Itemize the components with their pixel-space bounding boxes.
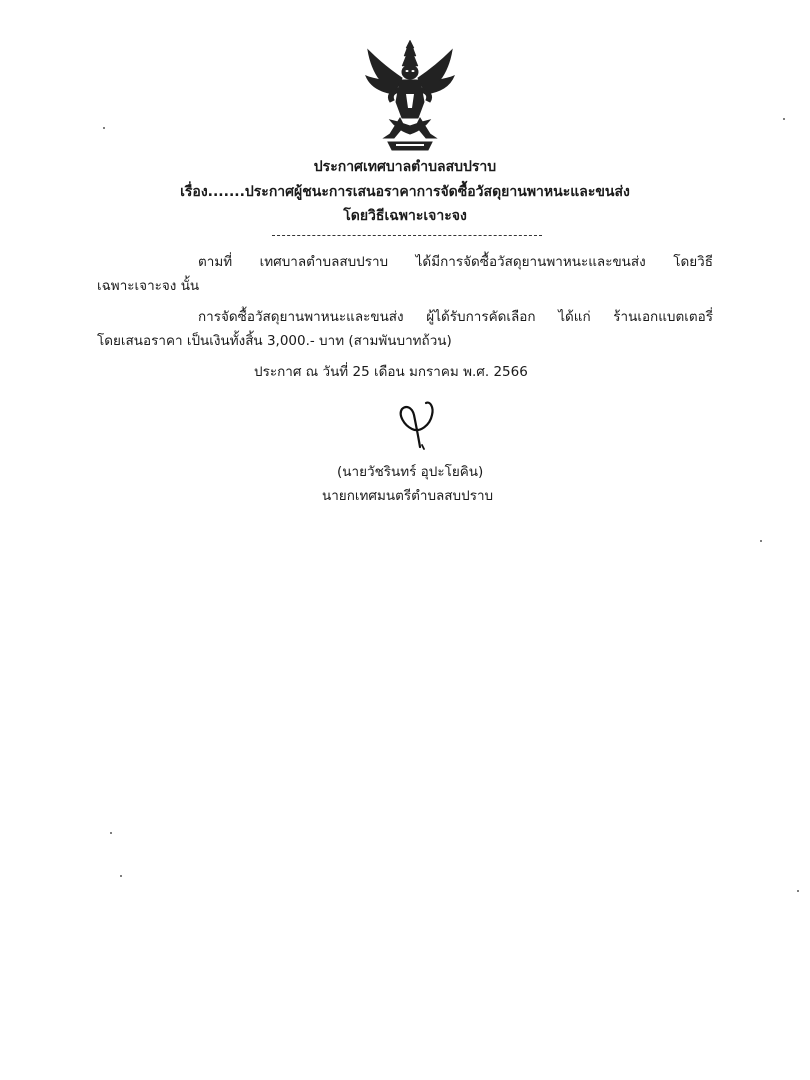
document-subject-continuation: โดยวิธีเฉพาะเจาะจง <box>343 208 467 224</box>
paragraph-1-line-1 <box>198 250 713 272</box>
paragraph-1-word: ได้มีการจัดซื้อวัสดุยานพาหนะและขนส่ง <box>415 254 646 270</box>
paragraph-1-word: โดยวิธี <box>673 254 713 270</box>
signer-name: (นายวัชรินทร์ อุปะโยคิน) <box>337 464 484 480</box>
paragraph-2-word: ได้แก่ <box>558 309 591 325</box>
paragraph-2-word: การจัดซื้อวัสดุยานพาหนะและขนส่ง <box>198 309 404 325</box>
scan-speck <box>760 540 762 542</box>
garuda-emblem-icon <box>360 38 460 153</box>
announcement-date: ประกาศ ณ วันที่ 25 เดือน มกราคม พ.ศ. 2566 <box>254 364 528 380</box>
signer-position: นายกเทศมนตรีตำบลสบปราบ <box>322 488 494 504</box>
paragraph-2-line-2: โดยเสนอราคา เป็นเงินทั้งสิ้น 3,000.- บาท (สามพันบาทถ้วน) <box>97 333 452 349</box>
paragraph-1-word: ตามที่ <box>198 254 233 270</box>
scan-speck <box>797 890 799 892</box>
paragraph-2-word: ผู้ได้รับการคัดเลือก <box>426 309 536 325</box>
divider-line <box>272 235 542 236</box>
scan-speck <box>120 875 122 877</box>
paragraph-2-word: ร้านเอกแบตเตอรี่ <box>613 309 713 325</box>
scan-speck <box>110 832 112 834</box>
paragraph-1-line-2: เฉพาะเจาะจง นั้น <box>97 278 200 294</box>
scan-speck <box>783 118 785 120</box>
handwritten-signature <box>392 395 442 450</box>
paragraph-2-line-1 <box>198 305 713 327</box>
scan-speck <box>103 127 105 129</box>
paragraph-1-word: เทศบาลตำบลสบปราบ <box>259 254 389 270</box>
document-title: ประกาศเทศบาลตำบลสบปราบ <box>313 159 497 175</box>
document-subject: เรื่อง.......ประกาศผู้ชนะการเสนอราคาการจัดซื้อวัสดุยานพาหนะและขนส่ง <box>180 184 630 200</box>
